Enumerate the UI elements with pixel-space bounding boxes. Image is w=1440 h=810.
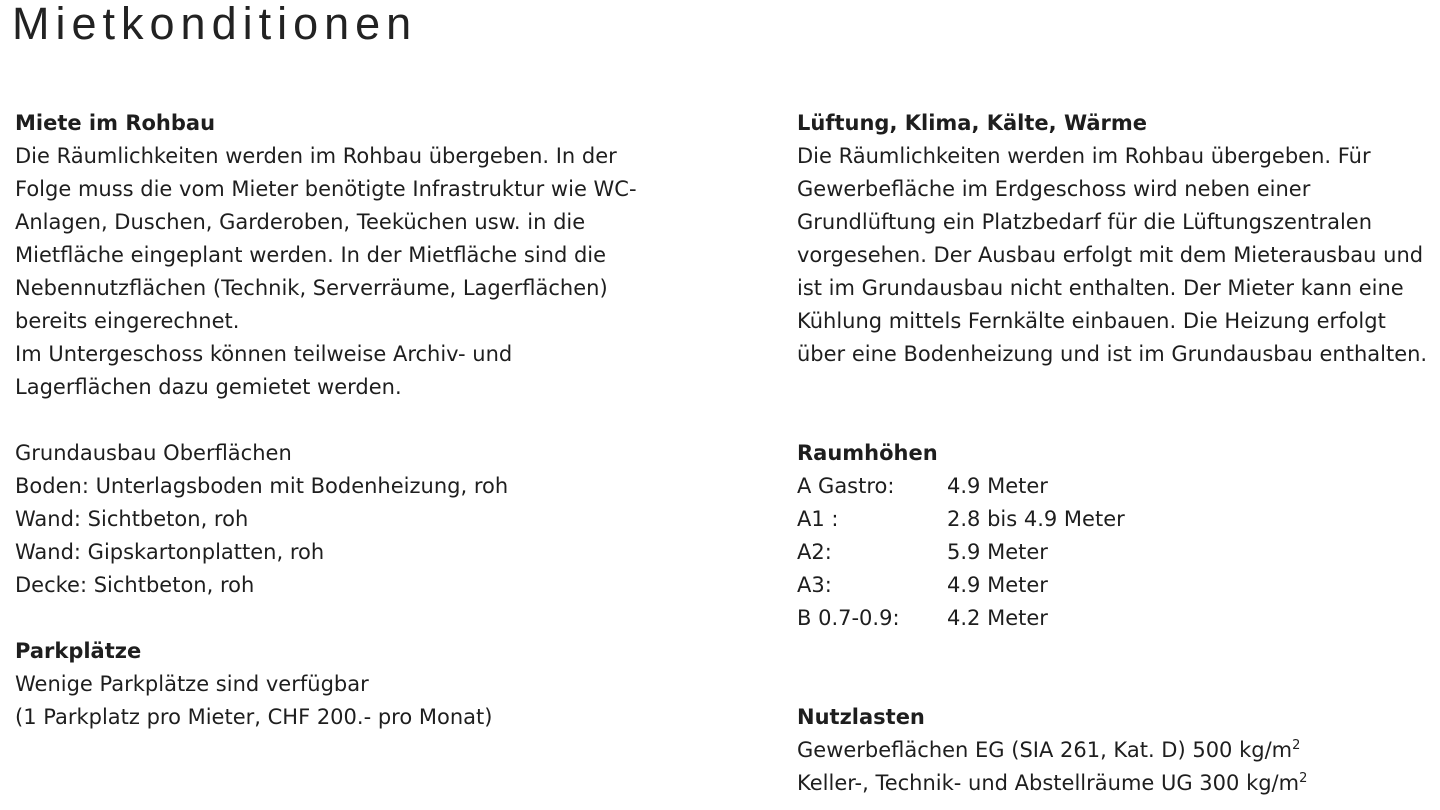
page-title: Mietkonditionen — [12, 0, 418, 49]
load-line — [797, 734, 1427, 767]
height-row-value: 4.9 Meter — [947, 474, 1048, 498]
section-heading: Nutzlasten — [797, 705, 925, 729]
section-miete-im-rohbau — [15, 107, 637, 404]
height-row — [797, 536, 1427, 569]
height-row-value: 4.2 Meter — [947, 606, 1048, 630]
superscript: 2 — [1292, 738, 1301, 753]
list-item: Decke: Sichtbeton, roh — [15, 573, 255, 597]
paragraph-line: (1 Parkplatz pro Mieter, CHF 200.- pro Monat) — [15, 705, 493, 729]
height-row-key: A Gastro: — [797, 474, 895, 498]
paragraph-line: über eine Bodenheizung und ist im Grundausbau enthalten. — [797, 342, 1428, 366]
list-item: Wand: Gipskartonplatten, roh — [15, 540, 325, 564]
height-row-key: A2: — [797, 540, 832, 564]
load-text: Keller-, Technik- und Abstellräume UG 300 kg/m — [797, 771, 1300, 795]
paragraph-line: Wenige Parkplätze sind verfügbar — [15, 672, 369, 696]
paragraph-line: Nebennutzflächen (Technik, Serverräume, Lagerflächen) — [15, 276, 608, 300]
paragraph-line: Anlagen, Duschen, Garderoben, Teeküchen usw. in die — [15, 210, 586, 234]
height-row-key: A3: — [797, 573, 832, 597]
paragraph-line: vorgesehen. Der Ausbau erfolgt mit dem Mieterausbau und — [797, 243, 1424, 267]
paragraph-line: Die Räumlichkeiten werden im Rohbau übergeben. In der — [15, 144, 617, 168]
section-lueftung-klima — [797, 107, 1427, 371]
height-row-value: 4.9 Meter — [947, 573, 1048, 597]
section-raumhoehen — [797, 437, 1427, 635]
height-row-key: B 0.7-0.9: — [797, 606, 900, 630]
height-row — [797, 503, 1427, 536]
load-line — [797, 767, 1427, 800]
paragraph-line: bereits eingerechnet. — [15, 309, 240, 333]
list-item: Wand: Sichtbeton, roh — [15, 507, 249, 531]
load-text: Gewerbeflächen EG (SIA 261, Kat. D) 500 kg/m — [797, 738, 1293, 762]
section-parkplaetze — [15, 635, 637, 734]
height-row-key: A1 : — [797, 507, 839, 531]
section-heading: Parkplätze — [15, 639, 142, 663]
paragraph-line: Lagerflächen dazu gemietet werden. — [15, 375, 402, 399]
paragraph-line: Grundlüftung ein Platzbedarf für die Lüftungszentralen — [797, 210, 1373, 234]
superscript: 2 — [1299, 771, 1308, 786]
list-item: Boden: Unterlagsboden mit Bodenheizung, roh — [15, 474, 509, 498]
height-row-value: 5.9 Meter — [947, 540, 1048, 564]
paragraph-line: Kühlung mittels Fernkälte einbauen. Die Heizung erfolgt — [797, 309, 1386, 333]
section-nutzlasten — [797, 701, 1427, 800]
section-grundausbau-oberflaechen — [15, 437, 637, 602]
section-heading: Miete im Rohbau — [15, 111, 216, 135]
section-heading: Grundausbau Oberflächen — [15, 441, 292, 465]
paragraph-line: Folge muss die vom Mieter benötigte Infrastruktur wie WC- — [15, 177, 637, 201]
height-row-value: 2.8 bis 4.9 Meter — [947, 507, 1125, 531]
section-heading: Raumhöhen — [797, 441, 938, 465]
height-row — [797, 569, 1427, 602]
left-column — [15, 107, 637, 734]
paragraph-line: Gewerbefläche im Erdgeschoss wird neben einer — [797, 177, 1311, 201]
height-row — [797, 602, 1427, 635]
paragraph-line: Im Untergeschoss können teilweise Archiv- und — [15, 342, 513, 366]
height-row — [797, 470, 1427, 503]
right-column — [797, 107, 1427, 800]
paragraph-line: Mietfläche eingeplant werden. In der Mietfläche sind die — [15, 243, 607, 267]
paragraph-line: ist im Grundausbau nicht enthalten. Der Mieter kann eine — [797, 276, 1404, 300]
paragraph-line: Die Räumlichkeiten werden im Rohbau übergeben. Für — [797, 144, 1371, 168]
section-heading: Lüftung, Klima, Kälte, Wärme — [797, 111, 1148, 135]
